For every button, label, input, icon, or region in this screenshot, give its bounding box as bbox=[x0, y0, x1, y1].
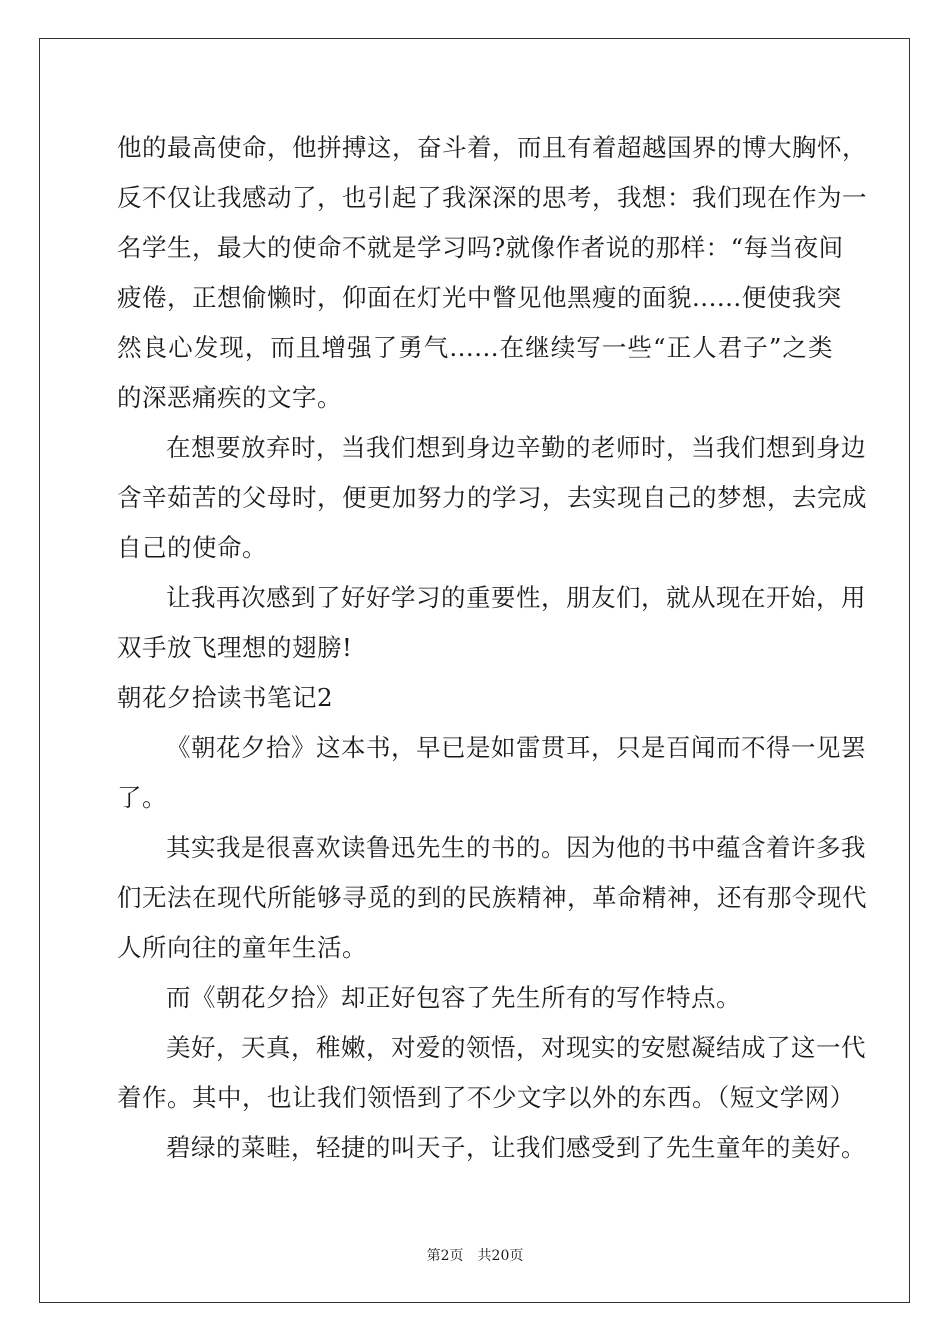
page-number: 第2页 bbox=[426, 1248, 464, 1264]
text-line: 双手放飞理想的翅膀! bbox=[117, 633, 353, 662]
page-footer bbox=[0, 1247, 950, 1265]
section-heading: 朝花夕拾读书笔记2 bbox=[117, 683, 334, 712]
text-line: 了。 bbox=[117, 783, 167, 812]
text-line: 反不仅让我感动了，也引起了我深深的思考，我想：我们现在作为一 bbox=[117, 183, 867, 212]
text-line: 名学生，最大的使命不就是学习吗?就像作者说的那样：“每当夜间 bbox=[117, 233, 844, 262]
text-line: 疲倦，正想偷懒时，仰面在灯光中瞥见他黑瘦的面貌......便使我突 bbox=[117, 283, 842, 312]
paragraph-start: 碧绿的菜畦，轻捷的叫天子，让我们感受到了先生童年的美好。 bbox=[166, 1133, 866, 1162]
text-line: 的深恶痛疾的文字。 bbox=[117, 383, 342, 412]
paragraph-start: 而《朝花夕拾》却正好包容了先生所有的写作特点。 bbox=[166, 983, 741, 1012]
paragraph-start: 《朝花夕拾》这本书，早已是如雷贯耳，只是百闻而不得一见罢 bbox=[166, 733, 866, 762]
paragraph-start: 在想要放弃时，当我们想到身边辛勤的老师时，当我们想到身边 bbox=[166, 433, 866, 462]
text-line: 自己的使命。 bbox=[117, 533, 267, 562]
text-line: 着作。其中，也让我们领悟到了不少文字以外的东西。（短文学网） bbox=[117, 1083, 855, 1112]
text-line: 人所向往的童年生活。 bbox=[117, 933, 367, 962]
text-line: 们无法在现代所能够寻觅的到的民族精神，革命精神，还有那令现代 bbox=[117, 883, 867, 912]
text-line: 然良心发现，而且增强了勇气......在继续写一些“正人君子”之类 bbox=[117, 333, 833, 362]
text-line: 含辛茹苦的父母时，便更加努力的学习，去实现自己的梦想，去完成 bbox=[117, 483, 867, 512]
paragraph-start: 让我再次感到了好好学习的重要性，朋友们，就从现在开始，用 bbox=[166, 583, 866, 612]
paragraph-start: 美好，天真，稚嫩，对爱的领悟，对现实的安慰凝结成了这一代 bbox=[166, 1033, 866, 1062]
document-body bbox=[117, 123, 867, 1173]
paragraph-start: 其实我是很喜欢读鲁迅先生的书的。因为他的书中蕴含着许多我 bbox=[166, 833, 866, 862]
text-line: 他的最高使命，他拼搏这，奋斗着，而且有着超越国界的博大胸怀， bbox=[117, 133, 867, 162]
page-total: 共20页 bbox=[477, 1248, 524, 1264]
